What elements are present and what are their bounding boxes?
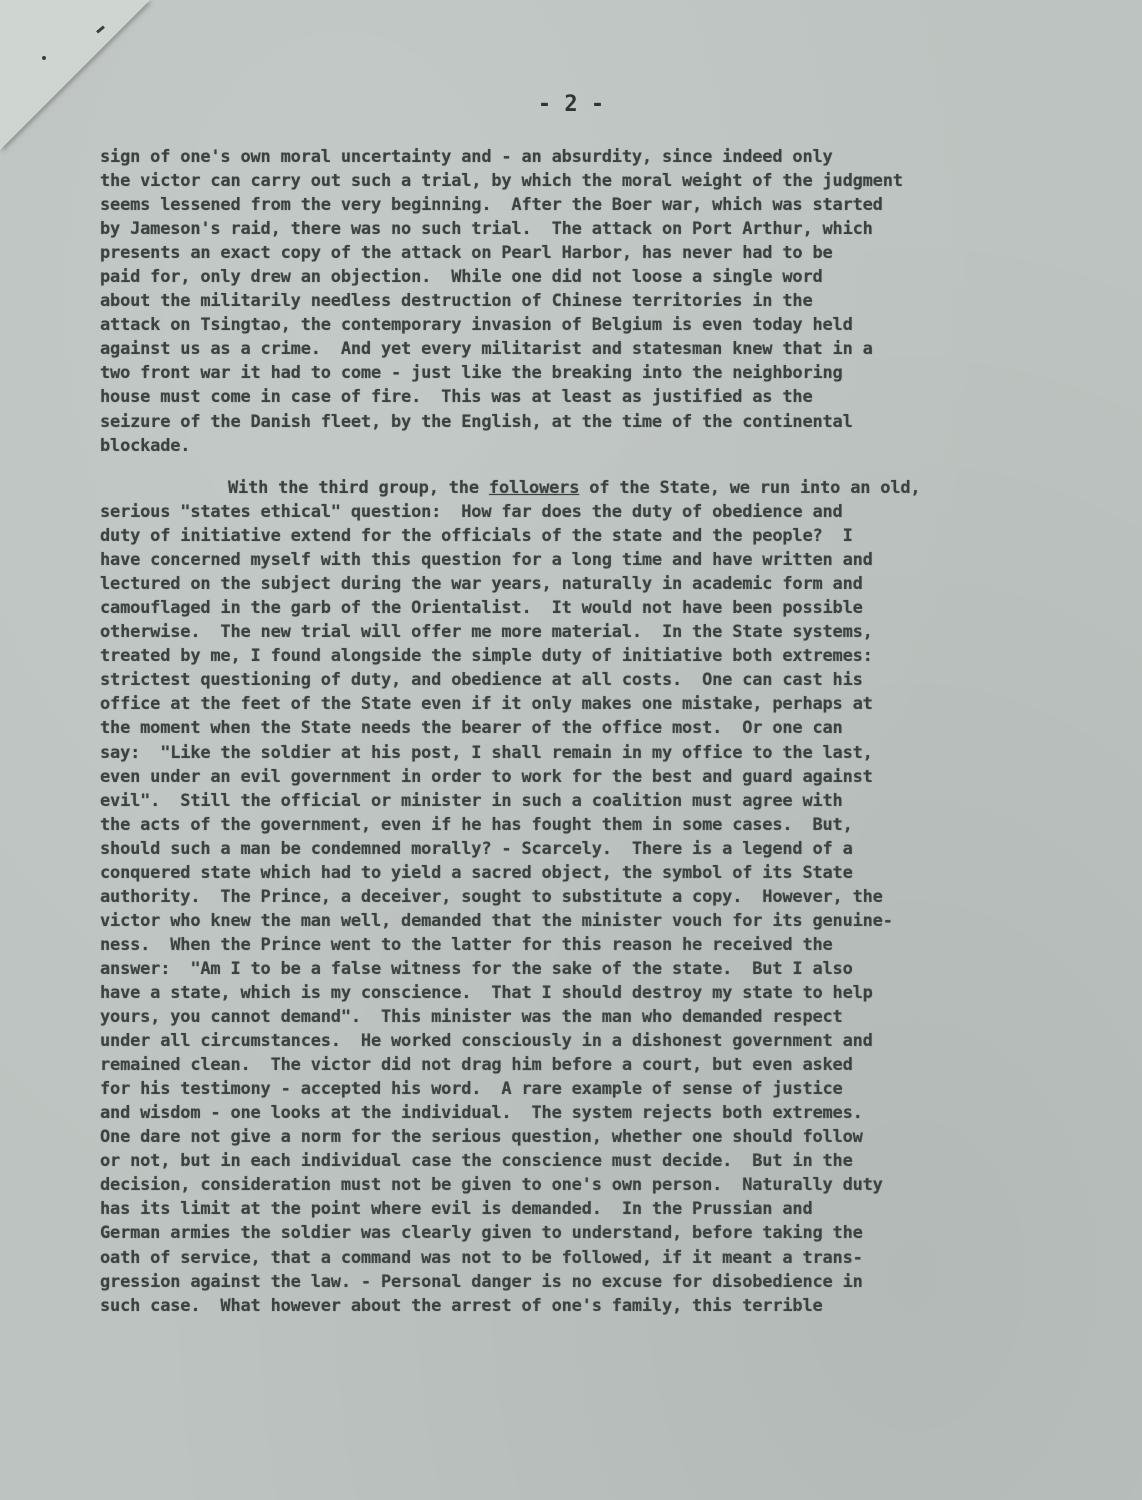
text-line: say: "Like the soldier at his post, I shall remain in my office to the last, (100, 742, 873, 763)
text-line: conquered state which had to yield a sacred object, the symbol of its State (100, 862, 853, 883)
text-segment: With the third group, the (228, 478, 489, 498)
underlined-word-followers: followers (488, 478, 580, 498)
text-line: office at the feet of the State even if it only makes one mistake, perhaps at (100, 694, 873, 715)
text-line: camouflaged in the garb of the Orientalist. It would not have been possible (100, 598, 863, 619)
paragraph-2 (100, 476, 1060, 1318)
text-line: duty of initiative extend for the officials of the state and the people? I (100, 526, 853, 547)
text-line: by Jameson's raid, there was no such trial. The attack on Port Arthur, which (100, 219, 873, 240)
text-line: One dare not give a norm for the serious question, whether one should follow (100, 1127, 863, 1148)
text-line: house must come in case of fire. This was at least as justified as the (100, 387, 813, 408)
page-number: - 2 - (537, 92, 605, 117)
text-line: strictest questioning of duty, and obedience at all costs. One can cast his (100, 670, 863, 691)
text-line: or not, but in each individual case the conscience must decide. But in the (100, 1151, 853, 1172)
text-line: the victor can carry out such a trial, by which the moral weight of the judgment (100, 171, 903, 192)
text-line: against us as a crime. And yet every militarist and statesman knew that in a (100, 339, 873, 360)
text-line: victor who knew the man well, demanded that the minister vouch for its genuine- (100, 910, 893, 931)
text-line: should such a man be condemned morally? - Scarcely. There is a legend of a (100, 838, 853, 859)
text-line: gression against the law. - Personal danger is no excuse for disobedience in (100, 1271, 863, 1292)
text-line: evil". Still the official or minister in such a coalition must agree with (100, 790, 843, 811)
text-line: the moment when the State needs the bearer of the office most. Or one can (100, 718, 843, 739)
text-line: remained clean. The victor did not drag him before a court, but even asked (100, 1055, 853, 1076)
text-line: seems lessened from the very beginning. After the Boer war, which was started (100, 195, 883, 216)
text-line: yours, you cannot demand". This minister was the man who demanded respect (100, 1007, 843, 1028)
text-line: have a state, which is my conscience. That I should destroy my state to help (100, 982, 873, 1003)
text-line: and wisdom - one looks at the individual. The system rejects both extremes. (100, 1103, 863, 1124)
ink-dot (42, 56, 46, 60)
text-line: presents an exact copy of the attack on Pearl Harbor, has never had to be (100, 243, 833, 264)
text-line: seizure of the Danish fleet, by the English, at the time of the continental (100, 411, 853, 432)
text-line: paid for, only drew an objection. While one did not loose a single word (100, 267, 823, 288)
text-line: decision, consideration must not be given to one's own person. Naturally duty (100, 1175, 883, 1196)
folded-corner (0, 0, 150, 150)
text-line: authority. The Prince, a deceiver, sought to substitute a copy. However, the (100, 886, 883, 907)
text-line: oath of service, that a command was not to be followed, if it meant a trans- (100, 1247, 863, 1268)
text-line: lectured on the subject during the war years, naturally in academic form and (100, 574, 863, 595)
text-line: under all circumstances. He worked consciously in a dishonest government and (100, 1031, 873, 1052)
text-segment: of the State, we run into an old, (579, 478, 921, 498)
text-line: about the militarily needless destruction of Chinese territories in the (100, 291, 813, 312)
text-line: treated by me, I found alongside the simple duty of initiative both extremes: (100, 646, 873, 667)
text-line: answer: "Am I to be a false witness for the sake of the state. But I also (100, 958, 853, 979)
text-line: sign of one's own moral uncertainty and - an absurdity, since indeed only (100, 147, 833, 167)
text-line: the acts of the government, even if he has fought them in some cases. But, (100, 814, 853, 835)
paragraph-1 (100, 145, 1060, 458)
text-line: blockade. (100, 435, 191, 456)
text-line: ness. When the Prince went to the latter for this reason he received the (100, 934, 833, 955)
text-line: have concerned myself with this question for a long time and have written and (100, 550, 873, 571)
text-line: otherwise. The new trial will offer me more material. In the State systems, (100, 622, 873, 643)
text-line: has its limit at the point where evil is demanded. In the Prussian and (100, 1199, 813, 1220)
text-line: such case. What however about the arrest of one's family, this terrible (100, 1295, 823, 1316)
text-line: even under an evil government in order to work for the best and guard against (100, 766, 873, 787)
text-line: serious "states ethical" question: How far does the duty of obedience and (100, 502, 843, 523)
text-line: German armies the soldier was clearly given to understand, before taking the (100, 1223, 863, 1244)
text-line: for his testimony - accepted his word. A rare example of sense of justice (100, 1079, 843, 1100)
paragraph-2-first-line (100, 476, 1060, 500)
text-line: attack on Tsingtao, the contemporary invasion of Belgium is even today held (100, 315, 853, 336)
text-line: two front war it had to come - just like the breaking into the neighboring (100, 363, 843, 384)
